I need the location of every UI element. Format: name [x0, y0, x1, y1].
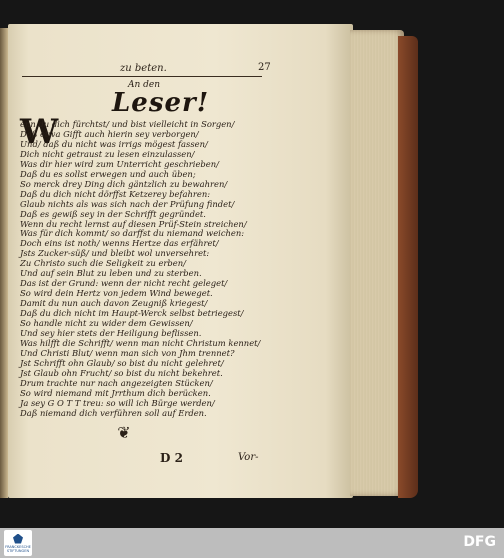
verse-line: Daß du dich nicht dörffst Ketzerey befahren:	[20, 188, 211, 199]
institution-logo[interactable]	[4, 530, 32, 556]
emblem-icon	[13, 534, 23, 544]
page-fore-edge	[350, 30, 404, 496]
verse-line: Und/ daß du nicht was irrigs mögest fassen/	[20, 138, 208, 149]
verse-line: Daß du es sollst erwegen und auch üben;	[20, 168, 196, 179]
verse-line: Zu Christo such die Seligkeit zu erben/	[20, 258, 186, 269]
verse-line: So merck drey Ding dich gäntzlich zu bewahren/	[20, 178, 228, 189]
signature-mark: D 2	[160, 451, 183, 465]
institution-logo-text: FRANCKESCHE STIFTUNGEN	[5, 544, 31, 553]
verse-line: So wird dein Hertz von jedem Wind beweget.	[20, 288, 213, 299]
drop-cap: W	[20, 112, 59, 152]
verse-line: Das ist der Grund: wenn der nicht recht geleget/	[20, 278, 228, 289]
footer-bar	[0, 528, 504, 558]
book-cover-edge	[398, 36, 418, 498]
verse-line: Daß du dich nicht im Haupt-Werck selbst betriegest/	[20, 308, 244, 319]
dfg-logo[interactable]: DFG	[463, 534, 496, 550]
verse-line: So wird niemand mit Jrrthum dich berücken.	[20, 387, 211, 398]
verse-line: Und auf sein Blut zu leben und zu sterben.	[20, 268, 202, 279]
verse-line: Wenn du recht lernst auf diesen Prüf-Stein streichen/	[20, 218, 247, 229]
heading-small: An den	[128, 80, 161, 90]
verse-line: Jst Glaub ohn Frucht/ so bist du nicht bekehret.	[20, 367, 223, 378]
verse-line: Doch eins ist noth/ wenns Hertze das erfähret/	[20, 238, 219, 249]
verse-line: Ja sey G O T T treu: so will ich Bürge werden/	[20, 397, 215, 408]
verse-line: Daß etwa Gifft auch hierin sey verborgen/	[20, 128, 199, 139]
page-number: 27	[258, 62, 271, 73]
verse-line: enn du dich fürchtst/ und bist vielleicht in Sorgen/	[20, 119, 235, 129]
verse-text	[20, 120, 350, 419]
verse-line: Dich nicht getraust zu lesen einzulassen/	[20, 148, 195, 159]
verse-line: Daß niemand dich verführen soll auf Erden.	[20, 407, 207, 418]
verse-line: Drum trachte nur nach angezeigten Stücken/	[20, 377, 213, 388]
verse-line: Und Christi Blut/ wenn man sich von Jhm trennet?	[20, 347, 235, 358]
running-head: zu beten.	[120, 63, 167, 74]
verse-line: Jst Schrifft ohn Glaub/ so bist du nicht gelehret/	[20, 357, 224, 368]
verse-line: Daß es gewiß sey in der Schrifft gegründet.	[20, 208, 206, 219]
ornament-icon: ❦	[117, 423, 131, 442]
verse-line: Damit du nun auch davon Zeugniß kriegest/	[20, 298, 208, 309]
catchword: Vor-	[238, 452, 259, 463]
heading-large: Leser!	[112, 88, 210, 118]
verse-line: Was für dich kommt/ so darffst du niemand weichen:	[20, 228, 245, 239]
left-page-edge	[0, 28, 8, 498]
verse-line: Glaub nichts als was sich nach der Prüfung findet/	[20, 198, 235, 209]
verse-line: Jsts Zucker-süß/ und bleibt wol unversehret:	[20, 248, 210, 259]
verse-line: Und sey hier stets der Heiligung beflissen.	[20, 328, 202, 339]
verse-line: Was dir hier wird zum Unterricht geschrieben/	[20, 158, 219, 169]
head-rule	[22, 76, 262, 77]
verse-line: So handle nicht zu wider dem Gewissen/	[20, 318, 193, 329]
verse-line: Was hilfft die Schrifft/ wenn man nicht Christum kennet/	[20, 337, 261, 348]
